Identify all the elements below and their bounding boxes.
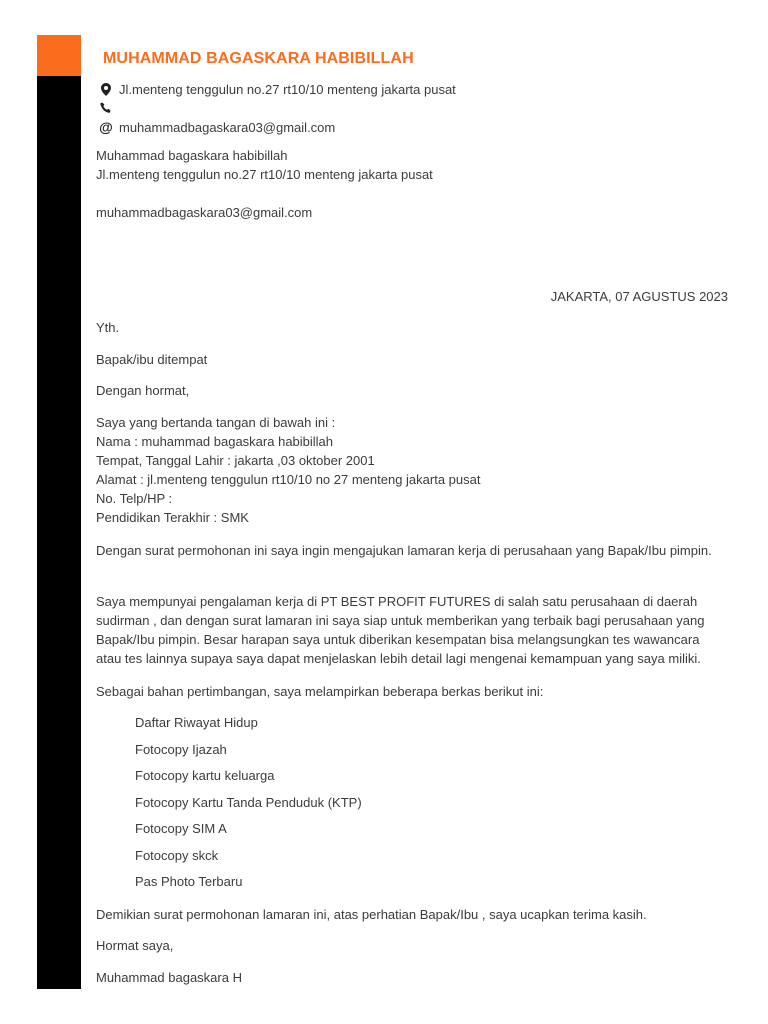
contact-phone-row xyxy=(96,100,119,116)
list-item: Fotocopy skck xyxy=(135,847,219,863)
identity-telp: No. Telp/HP : xyxy=(96,491,173,506)
identity-pendidikan: Pendidikan Terakhir : SMK xyxy=(96,510,249,525)
greeting: Dengan hormat, xyxy=(96,383,190,398)
applicant-name-heading: MUHAMMAD BAGASKARA HABIBILLAH xyxy=(103,50,414,67)
list-item: Fotocopy Kartu Tanda Penduduk (KTP) xyxy=(135,794,362,810)
sidebar-bar xyxy=(37,76,81,989)
closing-text: Demikian surat permohonan lamaran ini, atas perhatian Bapak/Ibu , saya ucapkan terima kasih. xyxy=(96,907,647,922)
identity-alamat: Alamat : jl.menteng tenggulun rt10/10 no 27 menteng jakarta pusat xyxy=(96,472,481,487)
sidebar-accent-block xyxy=(37,35,81,76)
contact-address-row xyxy=(96,81,456,97)
sender-name: Muhammad bagaskara habibillah xyxy=(96,148,288,163)
list-item: Daftar Riwayat Hidup xyxy=(135,715,258,730)
recipient-to: Bapak/ibu ditempat xyxy=(96,352,208,367)
contact-address-text: Jl.menteng tenggulun no.27 rt10/10 menteng jakarta pusat xyxy=(119,81,456,97)
contact-email-text: muhammadbagaskara03@gmail.com xyxy=(119,119,336,135)
closing-regards: Hormat saya, xyxy=(96,938,174,953)
recipient-yth: Yth. xyxy=(96,320,120,335)
phone-icon xyxy=(96,102,116,114)
paragraph-attachments-intro: Sebagai bahan pertimbangan, saya melampirkan beberapa berkas berikut ini: xyxy=(96,684,544,699)
list-item: Fotocopy SIM A xyxy=(135,821,227,836)
identity-nama: Nama : muhammad bagaskara habibillah xyxy=(96,434,334,449)
sender-email: muhammadbagaskara03@gmail.com xyxy=(96,205,313,220)
paragraph-intent: Dengan surat permohonan ini saya ingin mengajukan lamaran kerja di perusahaan yang Bapak/Ibu pimpin. xyxy=(96,543,712,558)
letter-date: JAKARTA, 07 AGUSTUS 2023 xyxy=(550,289,728,304)
contact-email-row xyxy=(96,119,335,135)
attachments-list xyxy=(135,714,362,900)
list-item: Fotocopy Ijazah xyxy=(135,741,227,757)
paragraph-experience: Saya mempunyai pengalaman kerja di PT BEST PROFIT FUTURES di salah satu perusahaan di daerah sudirman , dan dengan surat lamaran ini saya siap untuk memberikan yang terbaik bagi perusahaan yang Bapak/Ibu pimpin. Besar harapan saya untuk diberikan kesempatan bisa melangsungkan tes wawancara atau tes lainnya supaya saya dapat menjelaskan lebih detail lagi mengenai kemampuan yang saya miliki. xyxy=(96,594,705,666)
list-item: Fotocopy kartu keluarga xyxy=(135,768,275,783)
identity-ttl: Tempat, Tanggal Lahir : jakarta ,03 oktober 2001 xyxy=(96,453,375,468)
list-item: Pas Photo Terbaru xyxy=(135,874,243,889)
identity-intro: Saya yang bertanda tangan di bawah ini : xyxy=(96,415,336,430)
at-sign-icon: @ xyxy=(99,119,113,135)
sender-address: Jl.menteng tenggulun no.27 rt10/10 menteng jakarta pusat xyxy=(96,167,433,182)
signature-name: Muhammad bagaskara H xyxy=(96,970,242,985)
location-pin-icon xyxy=(96,83,116,96)
